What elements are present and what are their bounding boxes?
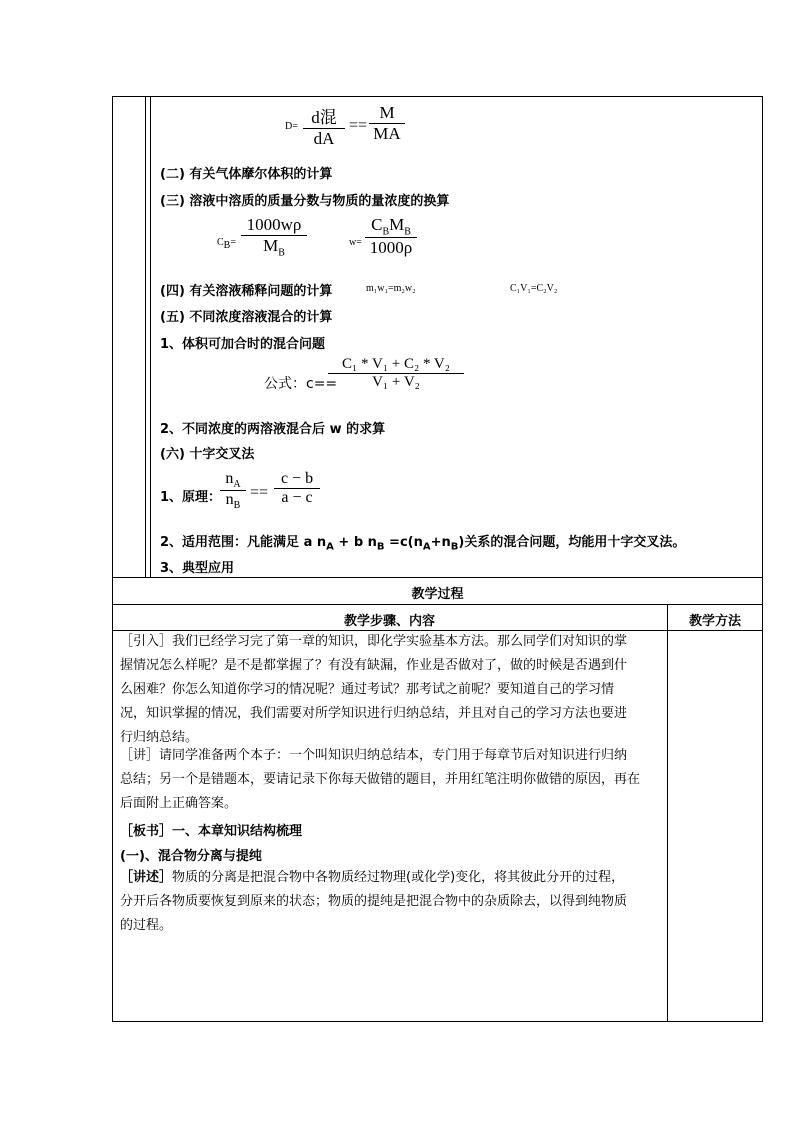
heading-5: (五) 不同浓度溶液混合的计算: [160, 310, 333, 325]
mix-fraction: [328, 356, 464, 391]
cross-prefix: 1、原理：: [160, 490, 222, 505]
cb-fraction: [241, 215, 307, 258]
lecture-paragraph: [120, 744, 665, 816]
mixing-formula: [264, 356, 474, 410]
dilution-formula-volume: C₁V₁=C₂V₂: [510, 283, 558, 294]
cross-fraction-c: [274, 470, 320, 507]
intro-line: 握情况怎么样呢？是不是都掌握了？有没有缺漏，作业是否做对了，做的时候是否遇到什: [120, 658, 628, 673]
cb-prefix: $C_B=$: [217, 237, 236, 251]
intro-line: 么困难？你怎么知道你学习的情况呢？通过考试？那考试之前呢？要知道自己的学习情: [120, 682, 615, 697]
title-row-divider: [112, 604, 763, 605]
intro-line: ［引入］我们已经学习完了第一章的知识，即化学实验基本方法。那么同学们对知识的掌: [120, 634, 628, 649]
fraction-numerator: $n_A$: [225, 470, 241, 491]
explain-line: 的过程。: [120, 918, 173, 933]
heading-2: (二) 有关气体摩尔体积的计算: [160, 167, 333, 182]
table-top-border: [112, 96, 763, 97]
paragraph-3: 2、适用范围：凡能满足 a $n_A + b$ $n_B =c(n_A+n_B)$关系的混合问题，均能用十字交叉法。: [160, 535, 686, 553]
lecture-line: ［讲］请同学准备两个本子：一个叫知识归纳总结本，专门用于每章节后对知识进行归纳: [120, 748, 628, 763]
method-column-divider: [667, 604, 668, 1022]
formula-prefix: D=: [285, 121, 298, 132]
w-formula: [349, 215, 429, 267]
column-header-method: 教学方法: [688, 614, 741, 629]
paragraph-1: 1、体积可加合时的混合问题: [160, 337, 326, 352]
heading-6: (六) 十字交叉法: [160, 447, 255, 462]
table-right-border: [762, 96, 763, 1022]
w-fraction: [365, 215, 417, 258]
top-inner-divider-1: [145, 96, 146, 577]
fraction-d: [303, 103, 345, 149]
fraction-numerator: 1000wρ: [246, 215, 302, 234]
paragraph-4: 3、典型应用: [160, 561, 235, 576]
explain-paragraph: [120, 866, 665, 938]
equals-sign: ==: [250, 484, 269, 501]
table-bottom-border: [112, 1021, 763, 1022]
fraction-denominator: dA: [313, 129, 335, 148]
section-divider: [112, 577, 763, 578]
fraction-m: [369, 103, 405, 144]
fraction-denominator: MA: [373, 124, 401, 143]
explain-line: 物质的分离是把混合物中各物质经过物理(或化学)变化，将其彼此分开的过程，: [172, 870, 625, 885]
cb-formula: [217, 215, 317, 267]
fraction-numerator: M: [379, 103, 395, 122]
top-inner-divider-2: [150, 96, 151, 577]
fraction-denominator: $n_B$: [225, 491, 241, 512]
cross-fraction-n: [220, 470, 246, 511]
cross-formula: [160, 470, 330, 522]
dilution-formula-mass: m₁w₁=m₂w₂: [366, 283, 416, 294]
mix-prefix: 公式：c==: [264, 376, 338, 392]
paragraph-2: 2、不同浓度的两溶液混合后 w 的求算: [160, 422, 386, 437]
equals-sign: ==: [349, 117, 368, 134]
table-left-border: [112, 96, 113, 1022]
lecture-line: 后面附上正确答案。: [120, 796, 238, 811]
fraction-numerator: C₁ * V₁ + C₂ * V₂: [341, 356, 450, 372]
table-title: 教学过程: [411, 587, 464, 602]
intro-line: 行归纳总结。: [120, 730, 199, 745]
heading-3: (三) 溶液中溶质的质量分数与物质的量浓度的换算: [160, 194, 450, 209]
w-prefix: w=: [349, 237, 362, 248]
explain-line: 分开后各物质要恢复到原来的状态；物质的提纯是把混合物中的杂质除去，以得到纯物质: [120, 894, 628, 909]
fraction-numerator: c − b: [280, 470, 314, 487]
density-formula: [285, 103, 415, 153]
fraction-denominator: $M_B$: [263, 236, 285, 259]
fraction-denominator: a − c: [281, 489, 313, 506]
fraction-numerator: $C_BM_B$: [371, 215, 411, 238]
fraction-denominator: 1000ρ: [369, 238, 413, 258]
intro-line: 况，知识掌握的情况，我们需要对所学知识进行归纳总结，并且对自己的学习方法也要进: [120, 706, 628, 721]
intro-paragraph: [120, 630, 665, 750]
fraction-numerator: d混: [311, 108, 337, 127]
board-heading: ［板书］一、本章知识结构梳理: [120, 824, 303, 839]
explain-label: ［讲述］: [120, 870, 173, 885]
heading-4: (四) 有关溶液稀释问题的计算: [160, 284, 333, 299]
lecture-line: 总结；另一个是错题本，要请记录下你每天做错的题目，并用红笔注明你做错的原因，再在: [120, 772, 641, 787]
column-header-steps: 教学步骤、内容: [343, 614, 435, 629]
subsection-heading: (一)、混合物分离与提纯: [120, 849, 262, 864]
fraction-denominator: V₁ + V₂: [372, 374, 420, 390]
